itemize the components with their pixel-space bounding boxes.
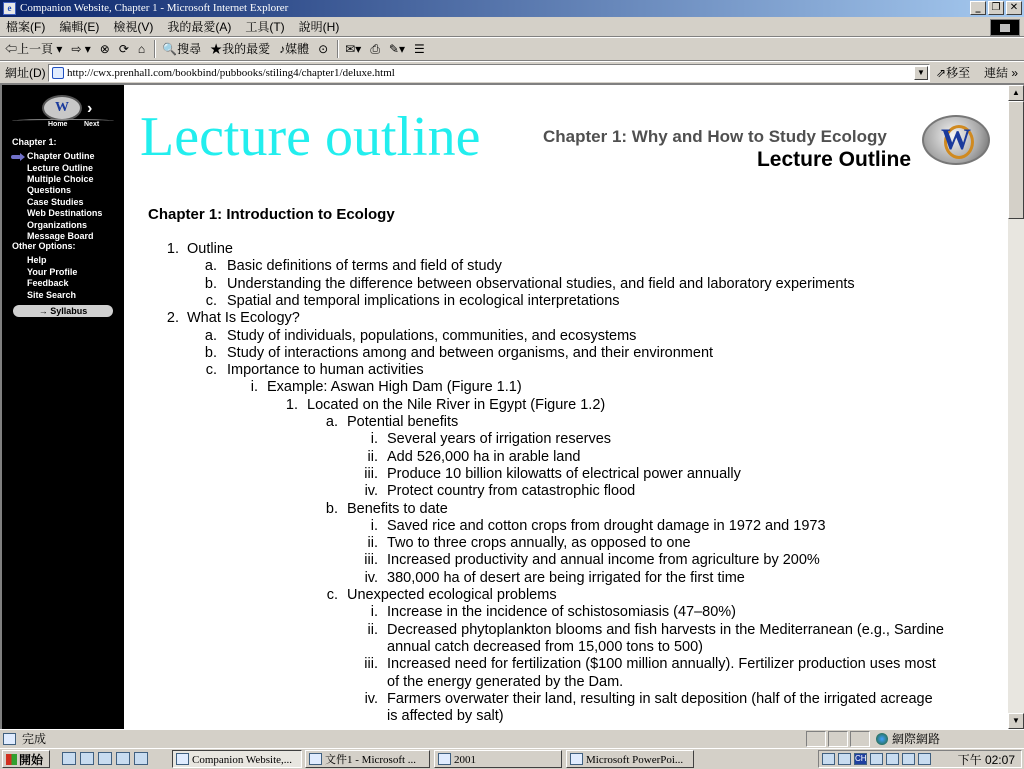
- scroll-thumb[interactable]: [1008, 101, 1024, 219]
- security-zone: 網際網路: [892, 732, 941, 746]
- internet-zone-icon: [876, 733, 888, 745]
- outline-text: Study of individuals, populations, communities, and ecosystems: [227, 327, 637, 344]
- outline-marker: iv.: [364, 483, 378, 500]
- title-bar[interactable]: [0, 0, 1024, 17]
- outline-marker: a.: [204, 327, 217, 344]
- back-button[interactable]: ⇦上一頁 ▾: [5, 42, 63, 56]
- start-button[interactable]: 開始: [2, 750, 50, 768]
- folder-icon: [438, 753, 451, 765]
- outline-marker: a.: [204, 258, 217, 275]
- tray-app-icon[interactable]: [918, 753, 931, 765]
- sidebar-item-chapter[interactable]: [27, 208, 102, 219]
- ime-indicator[interactable]: CH: [855, 754, 867, 763]
- outline-marker: b.: [204, 344, 217, 361]
- outline-marker: iii.: [364, 656, 378, 673]
- status-text: 完成: [22, 732, 47, 746]
- system-tray: [818, 750, 1022, 768]
- ie-quicklaunch-icon[interactable]: [62, 752, 76, 765]
- outline-marker: iv.: [364, 690, 378, 707]
- chapter-title: Chapter 1: Why and How to Study Ecology: [543, 127, 887, 146]
- forward-button[interactable]: ⇨ ▾: [71, 42, 91, 56]
- outline-marker: iv.: [364, 569, 378, 586]
- home-icon[interactable]: ⌂: [137, 42, 146, 56]
- task-word[interactable]: [305, 750, 430, 768]
- home-logo-icon[interactable]: [42, 95, 82, 121]
- close-button[interactable]: ✕: [1006, 1, 1022, 15]
- network-icon[interactable]: [822, 753, 835, 765]
- sidebar-item-label: Multiple Choice: [27, 174, 94, 184]
- outline-marker: c.: [205, 362, 217, 379]
- powerpoint-icon: [570, 753, 583, 765]
- standard-toolbar: [0, 37, 1024, 61]
- sidebar-item-chapter[interactable]: [27, 151, 95, 162]
- nav-sidebar: [2, 85, 124, 729]
- outline-text: Unexpected ecological problems: [347, 587, 557, 603]
- links-button[interactable]: 連結 »: [984, 66, 1019, 80]
- outline-text: Add 526,000 ha in arable land: [387, 448, 581, 465]
- outline-marker: ii.: [367, 448, 378, 465]
- menu-edit[interactable]: 編輯(E): [59, 20, 100, 34]
- outline-text: Saved rice and cotton crops from drought damage in 1972 and 1973: [387, 517, 826, 534]
- outline-text: Produce 10 billion kilowatts of electrical power annually: [387, 465, 741, 482]
- outline-text: What Is Ecology?: [187, 310, 300, 327]
- publisher-logo: [922, 115, 990, 165]
- home-link[interactable]: Home: [48, 121, 68, 128]
- outline-text: Outline: [187, 241, 233, 257]
- sidebar-item-chapter[interactable]: [27, 163, 93, 174]
- favorites-label: 我的最愛: [222, 42, 271, 56]
- task-label: 2001: [454, 754, 476, 766]
- sidebar-item-label: Case Studies: [27, 196, 84, 207]
- sidebar-item-label: Message Board: [27, 231, 94, 241]
- tray-app-icon[interactable]: [870, 753, 883, 765]
- outline-text: of the energy generated by the Dam.: [387, 673, 624, 690]
- next-link[interactable]: Next: [84, 121, 100, 128]
- address-label: 網址(D): [5, 66, 46, 80]
- sidebar-item-label: Web Destinations: [27, 208, 103, 218]
- desktop-quicklaunch-icon[interactable]: [98, 752, 112, 765]
- sidebar-item-option[interactable]: Your Profile: [27, 266, 78, 277]
- outline-marker: i.: [370, 517, 378, 534]
- toolbar-separator: [337, 40, 339, 58]
- menu-favorites[interactable]: 我的最愛(A): [167, 20, 232, 34]
- discuss-icon[interactable]: ☰: [414, 42, 425, 56]
- task-ie[interactable]: [172, 750, 302, 768]
- document-heading: Chapter 1: Introduction to Ecology: [148, 206, 395, 223]
- volume-icon[interactable]: [838, 753, 851, 765]
- minimize-button[interactable]: _: [970, 1, 986, 15]
- sidebar-item-chapter[interactable]: [27, 220, 87, 231]
- task-powerpoint[interactable]: [566, 750, 694, 768]
- status-pane: [828, 731, 848, 747]
- go-button[interactable]: ⇗移至: [936, 66, 971, 80]
- sidebar-item-label: Questions: [27, 185, 72, 195]
- taskbar: [0, 748, 1024, 768]
- outline-marker: 1.: [166, 241, 179, 257]
- page-banner-title: Lecture outline: [140, 106, 481, 168]
- sidebar-item-label: Lecture Outline: [27, 162, 94, 173]
- other-options-heading: Other Options:: [12, 241, 76, 251]
- ie-icon: [176, 753, 189, 765]
- page-icon: [52, 67, 64, 79]
- outline-text: Increase in the incidence of schistosomiasis (47–80%): [387, 604, 736, 621]
- sidebar-item-option[interactable]: Site Search: [27, 289, 77, 300]
- task-label: Microsoft PowerPoi...: [586, 754, 684, 766]
- outline-text: 380,000 ha of desert are being irrigated for the first time: [387, 569, 745, 586]
- media-label: 媒體: [285, 42, 310, 56]
- outline-text: Importance to human activities: [227, 362, 424, 379]
- windows-logo-icon: [990, 19, 1020, 36]
- task-folder[interactable]: [434, 750, 562, 768]
- outline-text: Protect country from catastrophic flood: [387, 483, 636, 500]
- stop-icon[interactable]: ⊗: [99, 42, 110, 56]
- address-bar: [0, 61, 1024, 83]
- menu-help[interactable]: 說明(H): [298, 20, 340, 34]
- outline-marker: iii.: [364, 552, 378, 569]
- outline-text: Two to three crops annually, as opposed to one: [387, 535, 691, 552]
- search-label: 搜尋: [177, 42, 202, 56]
- outline-marker: ii.: [367, 535, 378, 552]
- outline-text: is affected by salt): [387, 708, 504, 725]
- outline-marker: a.: [325, 414, 338, 430]
- word-icon: [309, 753, 322, 765]
- menu-bar: [0, 17, 1024, 37]
- outline-text: annual catch decreased from 15,000 tons to 500): [387, 638, 703, 655]
- tray-app-icon[interactable]: [902, 753, 915, 765]
- outline-marker: iii.: [364, 465, 378, 482]
- outline-marker: i.: [250, 379, 258, 396]
- outline-text: Increased need for fertilization ($100 million annually). Fertilizer production uses most: [387, 656, 936, 673]
- outline-marker: b.: [204, 275, 217, 292]
- menu-tools[interactable]: 工具(T): [245, 20, 285, 34]
- sidebar-item-label: Chapter Outline: [27, 151, 95, 161]
- status-bar: [0, 729, 1024, 747]
- refresh-icon[interactable]: ⟳: [118, 42, 129, 56]
- print-icon[interactable]: ⎙: [370, 42, 380, 56]
- sidebar-item-option[interactable]: Help: [27, 255, 47, 265]
- outline-text: Study of interactions among and between organisms, and their environment: [227, 344, 714, 361]
- outline-marker: c.: [326, 587, 338, 603]
- address-url: http://cwx.prenhall.com/bookbind/pubbooks/stiling4/chapter1/deluxe.html: [67, 67, 395, 79]
- task-label: 文件1 - Microsoft ...: [325, 754, 417, 766]
- syllabus-button[interactable]: → Syllabus: [13, 305, 113, 317]
- page-viewport: [0, 83, 1024, 729]
- outline-marker: b.: [325, 500, 338, 517]
- outlook-quicklaunch-icon[interactable]: [80, 752, 94, 765]
- toolbar-separator: [154, 40, 156, 58]
- outline-text: Example: Aswan High Dam (Figure 1.1): [267, 379, 522, 396]
- lecture-outline-title: Lecture Outline: [756, 148, 911, 171]
- window-title: Companion Website, Chapter 1 - Microsoft Internet Explorer: [20, 2, 289, 14]
- outline-text: Benefits to date: [347, 500, 448, 517]
- sidebar-item-chapter[interactable]: [27, 174, 94, 196]
- next-arrow-icon[interactable]: ›: [87, 100, 93, 117]
- mail-icon[interactable]: ✉▾: [345, 42, 362, 56]
- outline-text: Located on the Nile River in Egypt (Figure 1.2): [307, 396, 606, 413]
- current-page-arrow-icon: [11, 153, 25, 161]
- history-icon[interactable]: ⊙: [318, 42, 329, 56]
- outline-text: Farmers overwater their land, resulting in salt deposition (half of the irrigated acreage: [387, 690, 933, 707]
- menu-file[interactable]: 檔案(F): [6, 20, 46, 34]
- outline-marker: ii.: [367, 621, 378, 638]
- outline-marker: 1.: [285, 396, 298, 413]
- clock: 下午 02:07: [957, 753, 1015, 767]
- outline-text: Several years of irrigation reserves: [387, 431, 612, 448]
- outline-text: Understanding the difference between observational studies, and field and laboratory experiments: [227, 275, 855, 292]
- ie-icon: e: [3, 2, 16, 15]
- status-pane: [806, 731, 826, 747]
- chapter-heading: Chapter 1:: [12, 137, 57, 147]
- outline-marker: 2.: [166, 310, 179, 327]
- page-done-icon: [3, 733, 16, 745]
- media-button[interactable]: ♪媒體: [279, 42, 310, 56]
- scroll-up-icon[interactable]: ▲: [1008, 85, 1024, 101]
- edit-icon[interactable]: ✎▾: [388, 42, 405, 56]
- status-pane: [850, 731, 870, 747]
- restore-button[interactable]: ❐: [988, 1, 1004, 15]
- messenger-quicklaunch-icon[interactable]: [134, 752, 148, 765]
- outline-marker: i.: [370, 431, 378, 448]
- go-label: 移至: [946, 66, 971, 80]
- outline-text: Decreased phytoplankton blooms and fish harvests in the Mediterranean (e.g., Sardine: [387, 621, 944, 638]
- outline-marker: i.: [370, 604, 378, 621]
- outline-text: Increased productivity and annual income from agriculture by 200%: [387, 552, 820, 569]
- outline-text: Basic definitions of terms and field of study: [227, 258, 502, 275]
- scroll-down-icon[interactable]: ▼: [1008, 713, 1024, 729]
- sidebar-item-chapter[interactable]: [27, 197, 84, 208]
- outline-text: Potential benefits: [347, 414, 459, 430]
- chevron-down-icon[interactable]: ▼: [914, 66, 928, 80]
- sidebar-item-label: Organizations: [27, 219, 88, 230]
- address-input[interactable]: [48, 64, 930, 82]
- media-quicklaunch-icon[interactable]: [116, 752, 130, 765]
- outline-marker: c.: [205, 292, 217, 309]
- favorites-button[interactable]: ★我的最愛: [210, 42, 271, 56]
- tray-app-icon[interactable]: [886, 753, 899, 765]
- task-label: Companion Website,...: [192, 754, 293, 766]
- search-button[interactable]: 🔍搜尋: [162, 42, 202, 56]
- sidebar-item-option[interactable]: Feedback: [27, 278, 69, 288]
- menu-view[interactable]: 檢視(V): [113, 20, 154, 34]
- outline-text: Spatial and temporal implications in ecological interpretations: [227, 292, 620, 309]
- vertical-scrollbar[interactable]: [1008, 85, 1024, 729]
